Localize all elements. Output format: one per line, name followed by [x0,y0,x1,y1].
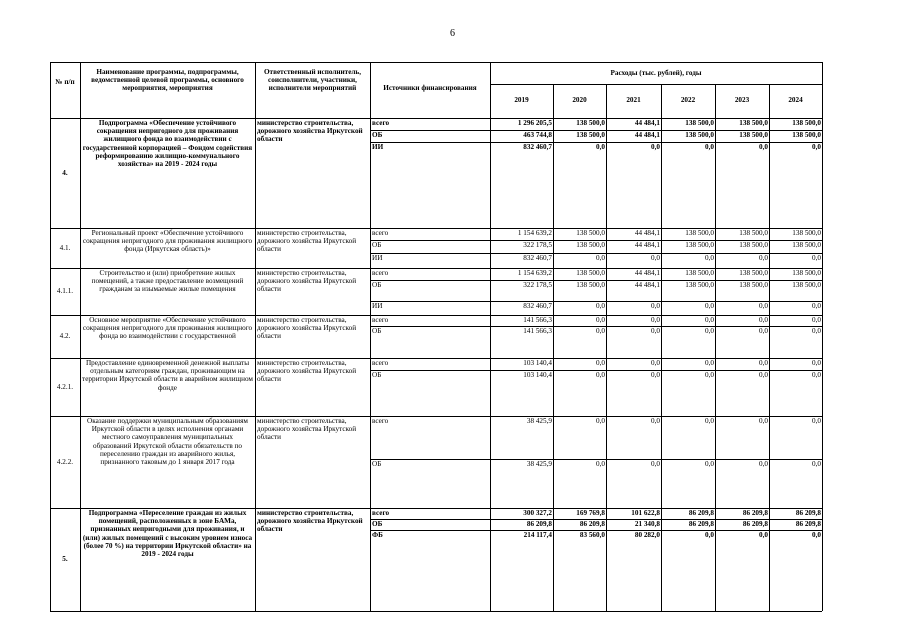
amount-cell: 86 209,8 [795,509,821,517]
source-label: ФБ [372,531,383,539]
amount-cell: 103 140,4 [523,359,552,367]
amount-cell: 0,0 [812,371,821,379]
amount-cell: 0,0 [759,417,768,425]
source-label: ОБ [372,371,382,379]
amount-cell: 0,0 [812,316,821,324]
amount-cell: 0,0 [596,302,605,310]
amount-cell: 138 500,0 [792,119,821,127]
amount-cell: 0,0 [596,359,605,367]
row-number: 4.2.2. [56,457,74,466]
amount-cell: 138 500,0 [739,131,768,139]
amount-cell: 214 117,4 [523,531,552,539]
amount-cell: 0,0 [705,316,714,324]
amount-cell: 0,0 [596,417,605,425]
table-rule [50,62,51,611]
amount-cell: 44 484,1 [634,131,660,139]
amount-cell: 138 500,0 [739,269,768,277]
amount-cell: 322 178,5 [523,281,552,289]
row-name: Региональный проект «Обеспечение устойчивого сокращения непригодного для проживания жилищного фонда (Иркутская область)» [82,229,253,254]
amount-cell: 300 327,2 [523,509,552,517]
row-executor: министерство строительства, дорожного хозяйства Иркутской области [257,509,363,534]
row-name: Подпрограмма «Переселение граждан из жилых помещений, расположенных в зоне БАМа, признанных непригодными для проживания, и (или) жилых помещений с высоким уровнем износа (более 70 %) на территории Иркутской области» на 2019 - 2024 годы [82,509,253,559]
table-rule [50,62,822,63]
row-name: Строительство и (или) приобретение жилых помещений, а также предоставление возмещений гражданам за изымаемые жилые помещения [91,269,244,294]
row-executor: министерство строительства, дорожного хозяйства Иркутской области [257,316,357,341]
amount-cell: 832 460,7 [523,143,552,151]
table-rule [822,62,823,611]
header-year-2023: 2023 [734,96,750,104]
header-year-2020: 2020 [572,96,587,104]
amount-cell: 141 566,3 [523,327,552,335]
amount-cell: 0,0 [705,327,714,335]
table-rule [769,84,770,611]
source-label: ОБ [372,281,382,289]
header-expenses: Расходы (тыс. рублей), годы [610,69,702,77]
row-name: Предоставление единовременной денежной выплаты отдельным категориям граждан, проживающим на территории Иркутской области в аварийном жилищном фонде [82,359,253,392]
source-label: всего [372,229,389,237]
amount-cell: 0,0 [812,531,821,539]
amount-cell: 138 500,0 [576,119,605,127]
amount-cell: 138 500,0 [576,241,605,249]
table-rule [661,84,662,611]
table-rule [80,62,81,611]
amount-cell: 138 500,0 [739,119,768,127]
amount-cell: 0,0 [705,302,714,310]
amount-cell: 38 425,9 [526,460,552,468]
amount-cell: 86 209,8 [688,509,714,517]
amount-cell: 138 500,0 [685,119,714,127]
amount-cell: 0,0 [759,302,768,310]
header-year-2024: 2024 [788,96,803,104]
amount-cell: 0,0 [759,531,768,539]
amount-cell: 832 460,7 [523,254,552,262]
amount-cell: 0,0 [651,417,660,425]
amount-cell: 0,0 [812,327,821,335]
amount-cell: 0,0 [759,327,768,335]
row-executor: министерство строительства, дорожного хозяйства Иркутской области [257,359,357,384]
amount-cell: 83 560,0 [579,531,605,539]
amount-cell: 138 500,0 [685,269,714,277]
amount-cell: 80 282,0 [634,531,660,539]
amount-cell: 0,0 [812,417,821,425]
amount-cell: 103 140,4 [523,371,552,379]
amount-cell: 0,0 [812,460,821,468]
amount-cell: 0,0 [812,359,821,367]
table-rule [50,118,822,119]
amount-cell: 138 500,0 [792,131,821,139]
amount-cell: 86 209,8 [688,520,714,528]
amount-cell: 138 500,0 [792,281,821,289]
source-label: ОБ [372,460,382,468]
row-executor: министерство строительства, дорожного хозяйства Иркутской области [257,119,363,144]
row-number: 4.2. [59,332,71,341]
header-year-2021: 2021 [626,96,641,104]
table-rule [255,62,256,611]
amount-cell: 0,0 [759,316,768,324]
amount-cell: 0,0 [596,460,605,468]
header-num: № п/п [55,78,75,86]
amount-cell: 138 500,0 [685,229,714,237]
amount-cell: 0,0 [651,460,660,468]
amount-cell: 832 460,7 [523,302,552,310]
header-name: Наименование программы, подпрограммы, ведомственной целевой программы, основного мероприятия, мероприятия [91,68,244,93]
source-label: всего [372,316,389,324]
row-name: Оказание поддержки муниципальным образованиям Иркутской области в целях исполнения органами местного самоуправления муниципальных образований Иркутской области обязательств по переселению граждан из аварийного жилья, признанного таковым до 1 января 2017 года [87,417,248,467]
amount-cell: 44 484,1 [634,229,660,237]
amount-cell: 86 209,8 [742,509,768,517]
amount-cell: 138 500,0 [739,241,768,249]
amount-cell: 0,0 [596,327,605,335]
amount-cell: 44 484,1 [634,269,660,277]
amount-cell: 44 484,1 [634,281,660,289]
source-label: ОБ [372,241,382,249]
amount-cell: 0,0 [651,302,660,310]
header-year-2022: 2022 [680,96,696,104]
table-rule [370,62,371,611]
table-rule [606,84,607,611]
source-label: ИИ [372,302,383,310]
amount-cell: 0,0 [651,143,660,151]
amount-cell: 86 209,8 [526,520,552,528]
row-executor: министерство строительства, дорожного хозяйства Иркутской области [257,417,357,442]
row-number: 4. [62,168,68,177]
amount-cell: 0,0 [651,371,660,379]
row-executor: министерство строительства, дорожного хозяйства Иркутской области [257,269,357,294]
amount-cell: 138 500,0 [739,281,768,289]
page-number: 6 [450,28,455,39]
source-label: ОБ [372,520,383,528]
source-label: всего [372,359,389,367]
amount-cell: 138 500,0 [685,131,714,139]
table-rule [553,84,554,611]
amount-cell: 1 154 639,2 [517,229,552,237]
table-rule [490,62,491,611]
amount-cell: 1 296 205,5 [517,119,552,127]
table-rule [715,84,716,611]
amount-cell: 0,0 [759,460,768,468]
table-rule [50,611,822,612]
amount-cell: 0,0 [596,371,605,379]
source-label: всего [372,509,390,517]
row-number: 5. [62,555,68,564]
amount-cell: 169 769,8 [576,509,605,517]
amount-cell: 0,0 [596,143,605,151]
amount-cell: 0,0 [596,316,605,324]
row-name: Основное мероприятие «Обеспечение устойчивого сокращения непригодного для проживания жилищного фонда во взаимодействии с государственной [82,316,253,341]
amount-cell: 0,0 [812,254,821,262]
amount-cell: 0,0 [759,371,768,379]
amount-cell: 0,0 [705,460,714,468]
amount-cell: 86 209,8 [795,520,821,528]
row-name: Подпрограмма «Обеспечение устойчивого сокращения непригодного для проживания жилищного фонда во взаимодействии с государственной корпорацией – Фондом содействия реформированию жилищно-коммунального хозяйства» на 2019 - 2024 годы [82,119,253,169]
amount-cell: 138 500,0 [792,229,821,237]
table-rule [490,84,822,85]
row-number: 4.1. [59,243,71,252]
amount-cell: 44 484,1 [634,241,660,249]
source-label: ОБ [372,327,382,335]
amount-cell: 0,0 [705,417,714,425]
source-label: всего [372,269,389,277]
amount-cell: 138 500,0 [685,281,714,289]
amount-cell: 38 425,9 [526,417,552,425]
amount-cell: 86 209,8 [579,520,605,528]
amount-cell: 138 500,0 [576,269,605,277]
source-label: всего [372,417,389,425]
source-label: ИИ [372,143,384,151]
amount-cell: 0,0 [759,143,768,151]
amount-cell: 0,0 [705,143,714,151]
amount-cell: 138 500,0 [792,241,821,249]
amount-cell: 0,0 [651,254,660,262]
amount-cell: 0,0 [759,359,768,367]
amount-cell: 0,0 [812,302,821,310]
amount-cell: 1 154 639,2 [517,269,552,277]
source-label: ОБ [372,131,383,139]
amount-cell: 0,0 [651,316,660,324]
source-label: ИИ [372,254,383,262]
row-number: 4.1.1. [56,287,74,296]
amount-cell: 0,0 [759,254,768,262]
amount-cell: 0,0 [651,359,660,367]
amount-cell: 0,0 [651,327,660,335]
amount-cell: 322 178,5 [523,241,552,249]
amount-cell: 463 744,8 [523,131,552,139]
amount-cell: 0,0 [596,254,605,262]
amount-cell: 0,0 [812,143,821,151]
row-number: 4.2.1. [56,382,74,391]
amount-cell: 138 500,0 [576,131,605,139]
amount-cell: 138 500,0 [576,229,605,237]
amount-cell: 138 500,0 [792,269,821,277]
expenses-table [50,62,822,612]
amount-cell: 44 484,1 [634,119,660,127]
amount-cell: 0,0 [705,254,714,262]
row-executor: министерство строительства, дорожного хозяйства Иркутской области [257,229,357,254]
amount-cell: 0,0 [705,359,714,367]
source-label: всего [372,119,390,127]
amount-cell: 0,0 [705,371,714,379]
amount-cell: 0,0 [705,531,714,539]
amount-cell: 141 566,3 [523,316,552,324]
header-year-2019: 2019 [514,96,529,104]
amount-cell: 101 622,8 [631,509,660,517]
header-sources: Источники финансирования [383,84,477,92]
amount-cell: 86 209,8 [742,520,768,528]
amount-cell: 21 340,8 [634,520,660,528]
amount-cell: 138 500,0 [685,241,714,249]
header-executor: Ответственный исполнитель, соисполнители, участники, исполнители мероприятий [263,68,362,93]
amount-cell: 138 500,0 [739,229,768,237]
amount-cell: 138 500,0 [576,281,605,289]
